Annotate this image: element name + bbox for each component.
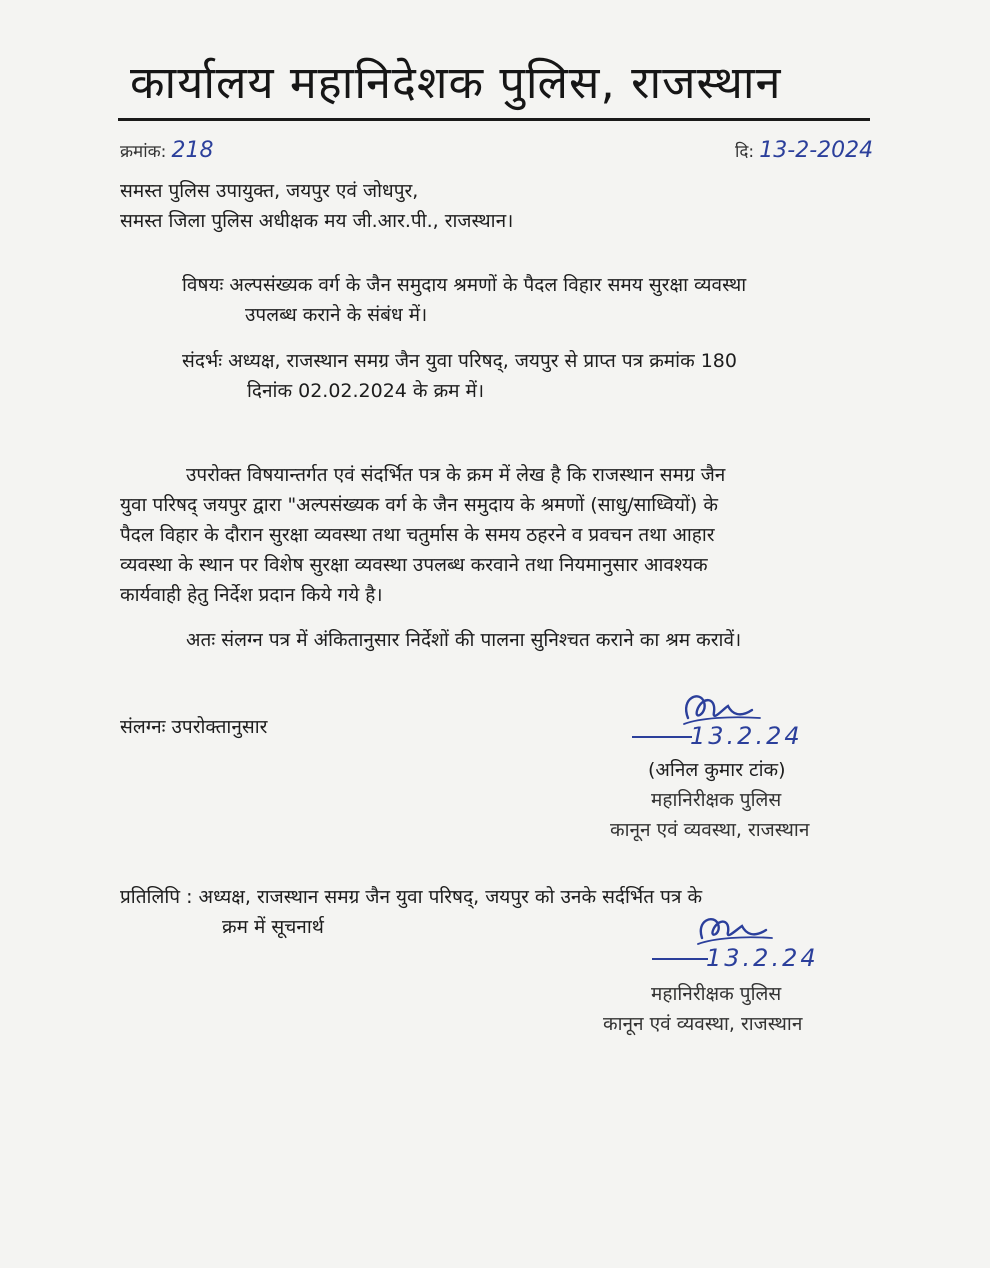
signatory-1-name: (अनिल कुमार टांक): [648, 759, 786, 781]
body-para1-line-2: युवा परिषद् जयपुर द्वारा "अल्पसंख्यक वर्ग के जैन समुदाय के श्रमणों (साधु/साध्वियों) के: [120, 494, 718, 516]
addressee-line-1: समस्त पुलिस उपायुक्त, जयपुर एवं जोधपुर,: [120, 180, 419, 202]
reference-label: क्रमांक:: [120, 142, 167, 162]
body-para1-line-3: पैदल विहार के दौरान सुरक्षा व्यवस्था तथा चतुर्मास के समय ठहरने व प्रवचन तथा आहार: [120, 524, 715, 546]
date-row: [735, 138, 873, 163]
signature-2-date: 13.2.24: [706, 944, 819, 972]
date-label: दि:: [735, 142, 755, 162]
signatory-2-designation: महानिरीक्षक पुलिस: [651, 983, 782, 1005]
signature-2-dash: [652, 958, 708, 960]
body-para2: अतः संलग्न पत्र में अंकितानुसार निर्देशों की पालना सुनिश्चत कराने का श्रम करावें।: [186, 629, 742, 651]
body-para1-line-1: उपरोक्त विषयान्तर्गत एवं संदर्भित पत्र के क्रम में लेख है कि राजस्थान समग्र जैन: [186, 464, 726, 486]
enclosure-note: संलग्नः उपरोक्तानुसार: [120, 716, 268, 738]
date-value: 13-2-2024: [759, 138, 874, 163]
office-title: कार्यालय महानिदेशक पुलिस, राजस्थान: [130, 56, 782, 109]
signatory-2-department: कानून एवं व्यवस्था, राजस्थान: [603, 1013, 803, 1035]
copy-line-2: क्रम में सूचनार्थ: [222, 916, 324, 938]
reference-number: 218: [171, 138, 214, 163]
body-para1-line-5: कार्यवाही हेतु निर्देश प्रदान किये गये है।: [120, 584, 383, 606]
subject-line-1: विषयः अल्पसंख्यक वर्ग के जैन समुदाय श्रमणों के पैदल विहार समय सुरक्षा व्यवस्था: [182, 274, 747, 296]
body-para1-line-4: व्यवस्था के स्थान पर विशेष सुरक्षा व्यवस्था उपलब्ध करवाने तथा नियमानुसार आवश्यक: [120, 554, 708, 576]
copy-line-1: प्रतिलिपि : अध्यक्ष, राजस्थान समग्र जैन युवा परिषद्, जयपुर को उनके सर्दर्भित पत्र के: [120, 886, 703, 908]
subject-line-2: उपलब्ध कराने के संबंध में।: [245, 304, 428, 326]
signature-1-date: 13.2.24: [690, 722, 803, 750]
header-underline: [118, 118, 870, 121]
reference-line-2: दिनांक 02.02.2024 के क्रम में।: [247, 380, 485, 402]
reference-number-row: [120, 138, 214, 163]
addressee-line-2: समस्त जिला पुलिस अधीक्षक मय जी.आर.पी., राजस्थान।: [120, 210, 514, 232]
reference-line-1: संदर्भः अध्यक्ष, राजस्थान समग्र जैन युवा परिषद्, जयपुर से प्राप्त पत्र क्रमांक 180: [182, 350, 737, 372]
signatory-1-designation: महानिरीक्षक पुलिस: [651, 789, 782, 811]
signatory-1-department: कानून एवं व्यवस्था, राजस्थान: [610, 819, 810, 841]
signature-1-dash: [632, 736, 692, 738]
